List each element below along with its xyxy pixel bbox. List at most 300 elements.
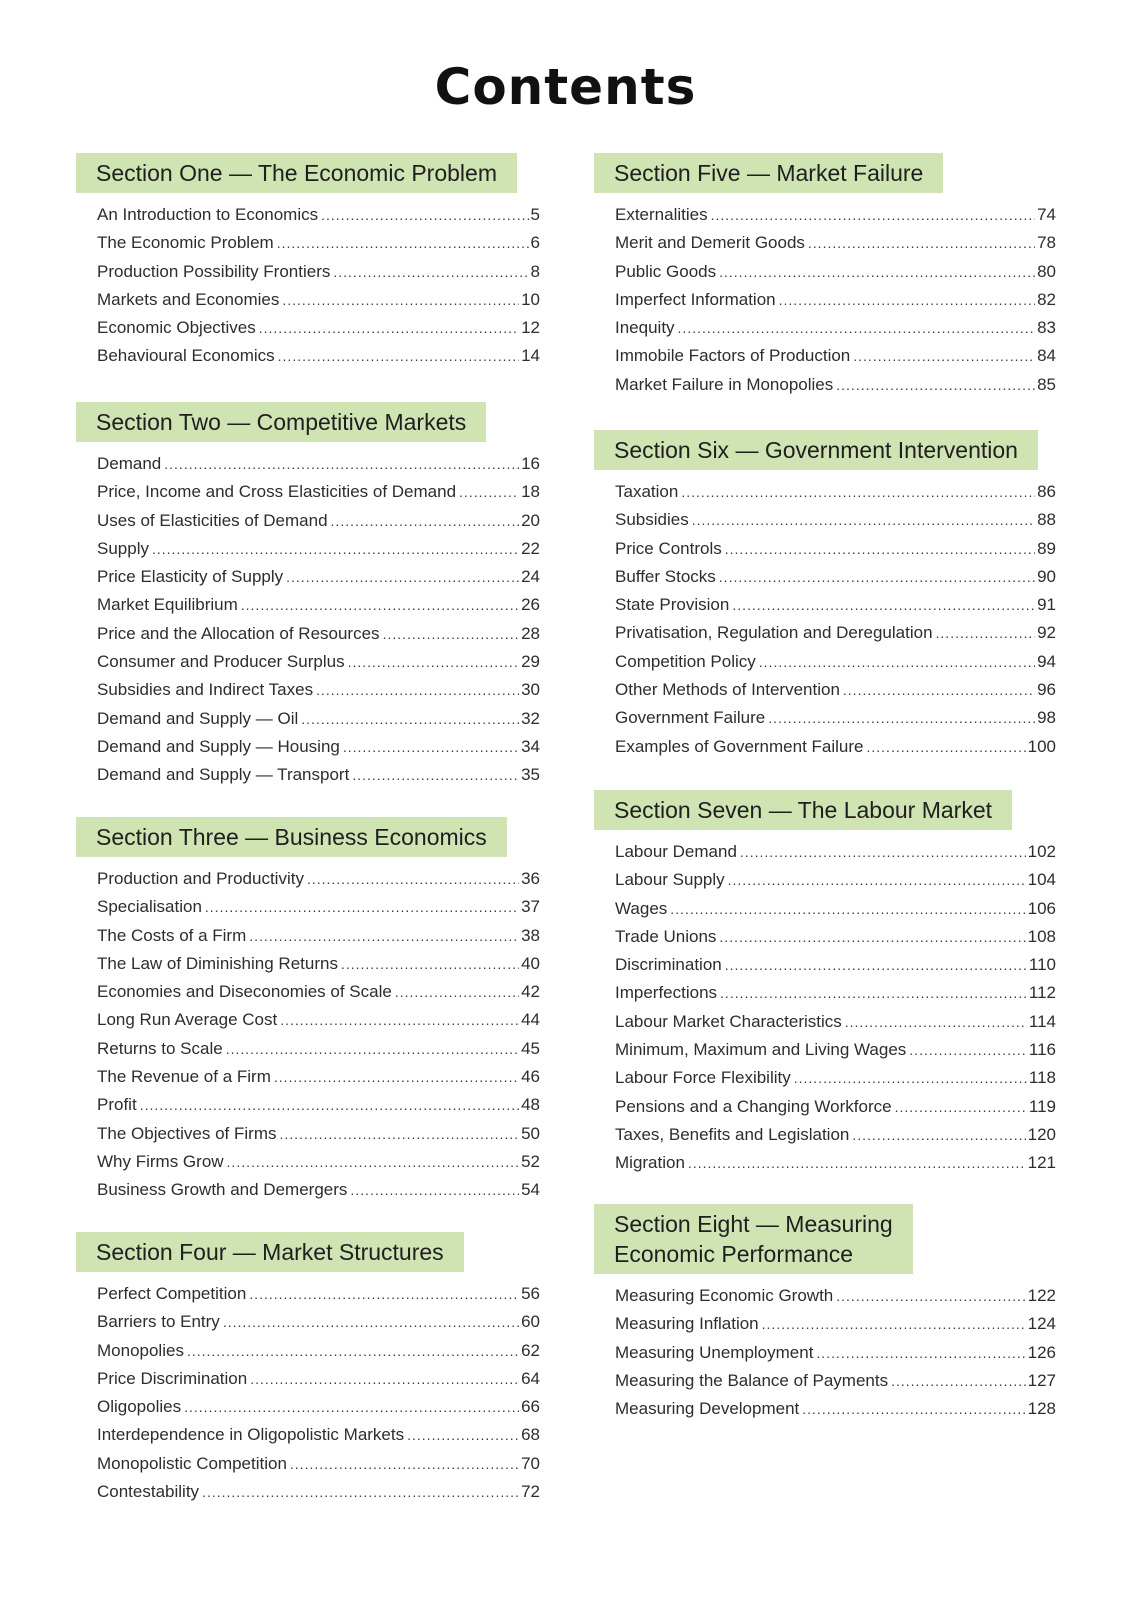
- toc-entry-page-number: 50: [521, 1123, 540, 1143]
- toc-entry-demand-and-supply-oil[interactable]: [97, 709, 540, 737]
- toc-entry-page-number: 124: [1027, 1314, 1056, 1334]
- toc-entry-page-number: 28: [521, 623, 540, 643]
- toc-entry-page-number: 68: [521, 1425, 540, 1445]
- dot-leader: [816, 1345, 1025, 1361]
- toc-entry-title: Uses of Elasticities of Demand: [97, 510, 328, 530]
- toc-entry-supply[interactable]: [97, 539, 540, 567]
- toc-entry-page-number: 116: [1028, 1040, 1056, 1060]
- toc-entry-title: Immobile Factors of Production: [615, 346, 851, 366]
- toc-entry-title: Supply: [97, 538, 149, 558]
- section-heading: [76, 1232, 464, 1272]
- toc-entry-why-firms-grow[interactable]: [97, 1152, 540, 1180]
- dot-leader: [725, 541, 1035, 557]
- dot-leader: [711, 207, 1035, 223]
- toc-entry-title: Wages: [615, 898, 668, 918]
- toc-entry-title: Profit: [97, 1095, 137, 1115]
- toc-entry-title: Interdependence in Oligopolistic Markets: [97, 1425, 405, 1445]
- dot-leader: [280, 1126, 520, 1142]
- toc-entry-title: Pensions and a Changing Workforce: [615, 1096, 892, 1116]
- toc-entry-title: Market Failure in Monopolies: [615, 374, 834, 394]
- dot-leader: [341, 956, 519, 972]
- toc-entry-title: Merit and Demerit Goods: [615, 233, 805, 253]
- toc-entry-title: Subsidies: [615, 510, 689, 530]
- toc-entry-title: Measuring Development: [615, 1399, 800, 1419]
- toc-entry-list: [76, 869, 540, 1209]
- dot-leader: [226, 1041, 519, 1057]
- dot-leader: [725, 957, 1027, 973]
- toc-section: [76, 402, 540, 794]
- toc-entry-title: State Provision: [615, 595, 730, 615]
- dot-leader: [895, 1099, 1027, 1115]
- toc-entry-title: Specialisation: [97, 897, 202, 917]
- toc-entry-trade-unions[interactable]: [615, 927, 1056, 955]
- dot-leader: [164, 456, 519, 472]
- toc-entry-page-number: 38: [521, 925, 540, 945]
- toc-entry-page-number: 74: [1037, 205, 1056, 224]
- toc-entry-title: Imperfect Information: [615, 289, 776, 309]
- dot-leader: [250, 1371, 519, 1387]
- toc-entry-page-number: 6: [530, 233, 540, 253]
- dot-leader: [728, 872, 1026, 888]
- toc-entry-the-objectives-of-firms[interactable]: [97, 1124, 540, 1152]
- toc-entry-page-number: 18: [521, 482, 540, 502]
- dot-leader: [321, 207, 528, 223]
- toc-entry-economies-and-diseconomies-of-scale[interactable]: [97, 982, 540, 1010]
- toc-entry-long-run-average-cost[interactable]: [97, 1010, 540, 1038]
- toc-entry-page-number: 90: [1037, 566, 1056, 586]
- toc-entry-profit[interactable]: [97, 1095, 540, 1123]
- toc-entry-page-number: 42: [521, 982, 540, 1002]
- toc-entry-government-failure[interactable]: [615, 708, 1056, 736]
- dot-leader: [343, 739, 519, 755]
- toc-entry-title: Long Run Average Cost: [97, 1010, 278, 1030]
- dot-leader: [768, 710, 1035, 726]
- toc-entry-returns-to-scale[interactable]: [97, 1039, 540, 1067]
- toc-entry-title: Measuring Unemployment: [615, 1342, 814, 1362]
- toc-entry-title: Market Equilibrium: [97, 595, 238, 615]
- toc-entry-page-number: 29: [521, 652, 540, 672]
- toc-entry-the-law-of-diminishing-returns[interactable]: [97, 954, 540, 982]
- dot-leader: [909, 1042, 1027, 1058]
- toc-entry-page-number: 35: [521, 765, 540, 785]
- dot-leader: [688, 1155, 1026, 1171]
- toc-entry-list: [76, 205, 540, 375]
- toc-entry-title: Measuring the Balance of Payments: [615, 1370, 889, 1390]
- section-heading: [594, 1204, 913, 1274]
- toc-entry-privatisation-regulation-and-deregulation[interactable]: [615, 623, 1056, 651]
- toc-entry-list: [594, 842, 1056, 1182]
- section-heading-line: Section Four — Market Structures: [96, 1239, 444, 1265]
- toc-entry-page-number: 52: [521, 1151, 540, 1171]
- toc-entry-title: Why Firms Grow: [97, 1151, 224, 1171]
- toc-entry-market-equilibrium[interactable]: [97, 595, 540, 623]
- dot-leader: [891, 1373, 1026, 1389]
- toc-entry-buffer-stocks[interactable]: [615, 567, 1056, 595]
- toc-entry-page-number: 72: [521, 1482, 540, 1502]
- toc-entry-the-revenue-of-a-firm[interactable]: [97, 1067, 540, 1095]
- toc-entry-page-number: 48: [521, 1095, 540, 1115]
- toc-entry-page-number: 80: [1037, 261, 1056, 281]
- toc-entry-title: Inequity: [615, 318, 675, 338]
- toc-entry-page-number: 16: [521, 454, 540, 473]
- toc-entry-page-number: 82: [1037, 289, 1056, 309]
- toc-entry-title: Taxes, Benefits and Legislation: [615, 1124, 850, 1144]
- dot-leader: [202, 1484, 519, 1500]
- toc-entry-page-number: 110: [1028, 955, 1056, 975]
- toc-entry-merit-and-demerit-goods[interactable]: [615, 233, 1056, 261]
- dot-leader: [227, 1154, 520, 1170]
- dot-leader: [808, 235, 1035, 251]
- section-heading: [594, 153, 943, 193]
- dot-leader: [853, 348, 1035, 364]
- toc-entry-specialisation[interactable]: [97, 897, 540, 925]
- toc-entry-title: Barriers to Entry: [97, 1312, 220, 1332]
- toc-entry-title: The Economic Problem: [97, 233, 274, 253]
- section-heading-line: Section Six — Government Intervention: [614, 437, 1018, 463]
- toc-entry-list: [594, 205, 1056, 403]
- section-heading-line: Section Two — Competitive Markets: [96, 409, 467, 435]
- dot-leader: [836, 377, 1035, 393]
- dot-leader: [277, 235, 529, 251]
- toc-entry-behavioural-economics[interactable]: [97, 346, 540, 374]
- toc-entry-page-number: 100: [1027, 736, 1056, 756]
- toc-entry-perfect-competition[interactable]: [97, 1284, 540, 1312]
- toc-entry-taxes-benefits-and-legislation[interactable]: [615, 1125, 1056, 1153]
- toc-entry-page-number: 14: [521, 346, 540, 366]
- toc-entry-page-number: 34: [521, 736, 540, 756]
- toc-entry-page-number: 78: [1037, 233, 1056, 253]
- toc-entry-labour-demand[interactable]: [615, 842, 1056, 870]
- toc-entry-page-number: 56: [521, 1284, 540, 1303]
- section-heading-line: Section One — The Economic Problem: [96, 160, 497, 186]
- toc-entry-price-discrimination[interactable]: [97, 1369, 540, 1397]
- toc-entry-page-number: 60: [521, 1312, 540, 1332]
- toc-entry-title: Price Controls: [615, 538, 722, 558]
- dot-leader: [845, 1014, 1027, 1030]
- dot-leader: [333, 264, 528, 280]
- toc-entry-list: [76, 1284, 540, 1510]
- toc-entry-title: Examples of Government Failure: [615, 736, 864, 756]
- toc-entry-page-number: 96: [1037, 680, 1056, 700]
- toc-entry-title: Demand: [97, 454, 162, 473]
- toc-entry-page-number: 40: [521, 953, 540, 973]
- section-heading: [76, 817, 507, 857]
- dot-leader: [759, 654, 1035, 670]
- toc-entry-title: The Costs of a Firm: [97, 925, 247, 945]
- dot-leader: [331, 513, 520, 529]
- dot-leader: [184, 1399, 519, 1415]
- toc-entry-public-goods[interactable]: [615, 262, 1056, 290]
- toc-entry-price-elasticity-of-supply[interactable]: [97, 567, 540, 595]
- dot-leader: [843, 682, 1035, 698]
- dot-leader: [936, 625, 1036, 641]
- toc-entry-page-number: 70: [521, 1453, 540, 1473]
- toc-entry-page-number: 84: [1037, 346, 1056, 366]
- toc-entry-business-growth-and-demergers[interactable]: [97, 1180, 540, 1208]
- dot-leader: [681, 484, 1035, 500]
- toc-entry-title: Labour Supply: [615, 870, 725, 890]
- toc-entry-title: Measuring Inflation: [615, 1314, 759, 1334]
- dot-leader: [352, 767, 519, 783]
- dot-leader: [274, 1069, 519, 1085]
- dot-leader: [187, 1343, 519, 1359]
- toc-entry-title: Labour Market Characteristics: [615, 1011, 842, 1031]
- toc-entry-page-number: 10: [521, 289, 540, 309]
- dot-leader: [732, 597, 1035, 613]
- toc-entry-page-number: 114: [1028, 1011, 1056, 1031]
- toc-entry-list: [76, 454, 540, 794]
- dot-leader: [678, 320, 1036, 336]
- toc-entry-the-economic-problem[interactable]: [97, 233, 540, 261]
- dot-leader: [280, 1012, 519, 1028]
- toc-entry-title: Taxation: [615, 482, 679, 501]
- dot-leader: [719, 264, 1035, 280]
- toc-entry-page-number: 24: [521, 567, 540, 587]
- toc-section: [76, 817, 540, 1209]
- dot-leader: [223, 1314, 519, 1330]
- toc-entry-title: Consumer and Producer Surplus: [97, 652, 345, 672]
- toc-entry-externalities[interactable]: [615, 205, 1056, 233]
- toc-entry-title: Labour Force Flexibility: [615, 1068, 791, 1088]
- toc-entry-labour-force-flexibility[interactable]: [615, 1068, 1056, 1096]
- dot-leader: [407, 1427, 519, 1443]
- toc-entry-page-number: 44: [521, 1010, 540, 1030]
- toc-entry-oligopolies[interactable]: [97, 1397, 540, 1425]
- dot-leader: [241, 597, 519, 613]
- toc-entry-title: Returns to Scale: [97, 1038, 223, 1058]
- toc-entry-title: Subsidies and Indirect Taxes: [97, 680, 314, 700]
- toc-entry-title: Measuring Economic Growth: [615, 1286, 834, 1305]
- toc-entry-measuring-unemployment[interactable]: [615, 1343, 1056, 1371]
- toc-entry-title: Monopolistic Competition: [97, 1453, 287, 1473]
- toc-entry-immobile-factors-of-production[interactable]: [615, 346, 1056, 374]
- toc-entry-title: Public Goods: [615, 261, 717, 281]
- toc-entry-title: The Revenue of a Firm: [97, 1067, 271, 1087]
- dot-leader: [286, 569, 519, 585]
- toc-entry-page-number: 85: [1037, 374, 1056, 394]
- dot-leader: [316, 682, 519, 698]
- toc-entry-title: Other Methods of Intervention: [615, 680, 840, 700]
- toc-entry-page-number: 36: [521, 869, 540, 888]
- dot-leader: [350, 1182, 519, 1198]
- toc-entry-page-number: 121: [1027, 1153, 1056, 1173]
- toc-entry-title: Buffer Stocks: [615, 566, 716, 586]
- dot-leader: [152, 541, 519, 557]
- toc-entry-an-introduction-to-economics[interactable]: [97, 205, 540, 233]
- section-heading: [594, 430, 1038, 470]
- toc-entry-labour-supply[interactable]: [615, 870, 1056, 898]
- toc-entry-title: Price Discrimination: [97, 1368, 248, 1388]
- toc-entry-title: The Law of Diminishing Returns: [97, 953, 338, 973]
- toc-entry-demand[interactable]: [97, 454, 540, 482]
- toc-entry-page-number: 91: [1037, 595, 1056, 615]
- toc-entry-title: Price Elasticity of Supply: [97, 567, 284, 587]
- toc-entry-page-number: 64: [521, 1368, 540, 1388]
- section-heading-line: Section Five — Market Failure: [614, 160, 924, 186]
- toc-entry-page-number: 88: [1037, 510, 1056, 530]
- dot-leader: [720, 985, 1027, 1001]
- toc-entry-title: Labour Demand: [615, 842, 737, 861]
- section-heading: [594, 790, 1012, 830]
- toc-entry-title: Government Failure: [615, 708, 766, 728]
- dot-leader: [740, 844, 1026, 860]
- toc-entry-title: Markets and Economies: [97, 289, 280, 309]
- toc-entry-title: Price, Income and Cross Elasticities of Demand: [97, 482, 457, 502]
- section-heading: [76, 153, 517, 193]
- toc-entry-the-costs-of-a-firm[interactable]: [97, 926, 540, 954]
- toc-entry-title: Economies and Diseconomies of Scale: [97, 982, 392, 1002]
- toc-entry-page-number: 119: [1028, 1096, 1056, 1116]
- toc-entry-price-controls[interactable]: [615, 539, 1056, 567]
- toc-entry-interdependence-in-oligopolistic-markets[interactable]: [97, 1425, 540, 1453]
- toc-entry-price-and-the-allocation-of-resources[interactable]: [97, 624, 540, 652]
- toc-entry-title: Price and the Allocation of Resources: [97, 623, 380, 643]
- toc-entry-wages[interactable]: [615, 899, 1056, 927]
- toc-entry-monopolies[interactable]: [97, 1341, 540, 1369]
- toc-entry-title: Trade Unions: [615, 926, 717, 946]
- toc-entry-demand-and-supply-transport[interactable]: [97, 765, 540, 793]
- toc-entry-title: An Introduction to Economics: [97, 205, 319, 224]
- toc-entry-title: Discrimination: [615, 955, 722, 975]
- toc-entry-title: Behavioural Economics: [97, 346, 275, 366]
- toc-entry-title: Migration: [615, 1153, 685, 1173]
- toc-entry-minimum-maximum-and-living-wages[interactable]: [615, 1040, 1056, 1068]
- toc-entry-production-and-productivity[interactable]: [97, 869, 540, 897]
- toc-entry-page-number: 22: [521, 538, 540, 558]
- toc-entry-list: [594, 482, 1056, 765]
- toc-entry-discrimination[interactable]: [615, 955, 1056, 983]
- toc-entry-page-number: 54: [521, 1180, 540, 1200]
- toc-entry-monopolistic-competition[interactable]: [97, 1454, 540, 1482]
- toc-entry-title: Minimum, Maximum and Living Wages: [615, 1040, 907, 1060]
- dot-leader: [852, 1127, 1025, 1143]
- dot-leader: [836, 1288, 1025, 1304]
- dot-leader: [383, 626, 520, 642]
- toc-entry-measuring-economic-growth[interactable]: [615, 1286, 1056, 1314]
- toc-entry-title: Competition Policy: [615, 651, 756, 671]
- dot-leader: [278, 348, 519, 364]
- toc-entry-market-failure-in-monopolies[interactable]: [615, 375, 1056, 403]
- toc-entry-title: Production Possibility Frontiers: [97, 261, 331, 281]
- toc-entry-title: Privatisation, Regulation and Deregulation: [615, 623, 933, 643]
- page-title: Contents: [434, 58, 697, 116]
- toc-entry-other-methods-of-intervention[interactable]: [615, 680, 1056, 708]
- toc-entry-page-number: 92: [1037, 623, 1056, 643]
- toc-entry-demand-and-supply-housing[interactable]: [97, 737, 540, 765]
- toc-entry-page-number: 45: [521, 1038, 540, 1058]
- dot-leader: [249, 1286, 519, 1302]
- toc-entry-title: Monopolies: [97, 1340, 184, 1360]
- toc-entry-page-number: 106: [1027, 898, 1056, 918]
- dot-leader: [282, 292, 519, 308]
- dot-leader: [719, 929, 1025, 945]
- section-heading-line: Section Seven — The Labour Market: [614, 797, 993, 823]
- dot-leader: [290, 1456, 519, 1472]
- toc-entry-title: Contestability: [97, 1482, 200, 1502]
- toc-entry-examples-of-government-failure[interactable]: [615, 737, 1056, 765]
- toc-entry-page-number: 128: [1027, 1399, 1056, 1419]
- toc-entry-measuring-inflation[interactable]: [615, 1314, 1056, 1342]
- toc-entry-page-number: 12: [521, 318, 540, 338]
- toc-entry-page-number: 62: [521, 1340, 540, 1360]
- toc-entry-title: The Objectives of Firms: [97, 1123, 277, 1143]
- dot-leader: [140, 1097, 519, 1113]
- toc-entry-production-possibility-frontiers[interactable]: [97, 262, 540, 290]
- toc-entry-page-number: 30: [521, 680, 540, 700]
- toc-section: [594, 430, 1056, 765]
- toc-entry-subsidies[interactable]: [615, 510, 1056, 538]
- dot-leader: [205, 899, 519, 915]
- dot-leader: [802, 1401, 1025, 1417]
- toc-entry-page-number: 122: [1027, 1286, 1056, 1305]
- toc-entry-imperfect-information[interactable]: [615, 290, 1056, 318]
- toc-entry-consumer-and-producer-surplus[interactable]: [97, 652, 540, 680]
- toc-entry-pensions-and-a-changing-workforce[interactable]: [615, 1097, 1056, 1125]
- toc-section: [594, 153, 1056, 403]
- section-heading: [76, 402, 486, 442]
- toc-entry-price-income-and-cross-elasticities-of-demand[interactable]: [97, 482, 540, 510]
- dot-leader: [459, 484, 519, 500]
- toc-entry-title: Production and Productivity: [97, 869, 304, 888]
- toc-entry-title: Demand and Supply — Housing: [97, 736, 340, 756]
- toc-entry-competition-policy[interactable]: [615, 652, 1056, 680]
- toc-entry-inequity[interactable]: [615, 318, 1056, 346]
- toc-entry-page-number: 86: [1037, 482, 1056, 501]
- toc-entry-uses-of-elasticities-of-demand[interactable]: [97, 511, 540, 539]
- toc-entry-state-provision[interactable]: [615, 595, 1056, 623]
- toc-entry-page-number: 37: [521, 897, 540, 917]
- dot-leader: [762, 1316, 1026, 1332]
- toc-section: [76, 153, 540, 375]
- toc-entry-list: [594, 1286, 1056, 1427]
- toc-entry-page-number: 5: [530, 205, 540, 224]
- toc-entry-page-number: 112: [1028, 983, 1056, 1003]
- toc-entry-page-number: 20: [521, 510, 540, 530]
- toc-entry-economic-objectives[interactable]: [97, 318, 540, 346]
- toc-entry-page-number: 98: [1037, 708, 1056, 728]
- toc-entry-barriers-to-entry[interactable]: [97, 1312, 540, 1340]
- dot-leader: [692, 512, 1035, 528]
- toc-entry-labour-market-characteristics[interactable]: [615, 1012, 1056, 1040]
- toc-entry-subsidies-and-indirect-taxes[interactable]: [97, 680, 540, 708]
- toc-entry-title: Demand and Supply — Transport: [97, 765, 350, 785]
- section-heading-line: Section Eight — Measuring: [614, 1211, 893, 1237]
- toc-entry-title: Externalities: [615, 205, 708, 224]
- toc-entry-measuring-the-balance-of-payments[interactable]: [615, 1371, 1056, 1399]
- dot-leader: [348, 654, 520, 670]
- toc-entry-migration[interactable]: [615, 1153, 1056, 1181]
- toc-entry-measuring-development[interactable]: [615, 1399, 1056, 1427]
- toc-entry-title: Perfect Competition: [97, 1284, 247, 1303]
- toc-section: [76, 1232, 540, 1510]
- toc-entry-title: Oligopolies: [97, 1397, 182, 1417]
- toc-entry-contestability[interactable]: [97, 1482, 540, 1510]
- toc-entry-title: Business Growth and Demergers: [97, 1180, 348, 1200]
- toc-entry-page-number: 104: [1027, 870, 1056, 890]
- section-heading-line: Economic Performance: [614, 1241, 854, 1267]
- toc-entry-title: Demand and Supply — Oil: [97, 708, 299, 728]
- dot-leader: [307, 871, 519, 887]
- dot-leader: [867, 739, 1026, 755]
- dot-leader: [779, 292, 1035, 308]
- toc-entry-taxation[interactable]: [615, 482, 1056, 510]
- toc-entry-page-number: 46: [521, 1067, 540, 1087]
- toc-entry-markets-and-economies[interactable]: [97, 290, 540, 318]
- toc-entry-imperfections[interactable]: [615, 983, 1056, 1011]
- toc-entry-title: Imperfections: [615, 983, 718, 1003]
- toc-section: [594, 1204, 1056, 1427]
- toc-entry-page-number: 127: [1027, 1370, 1056, 1390]
